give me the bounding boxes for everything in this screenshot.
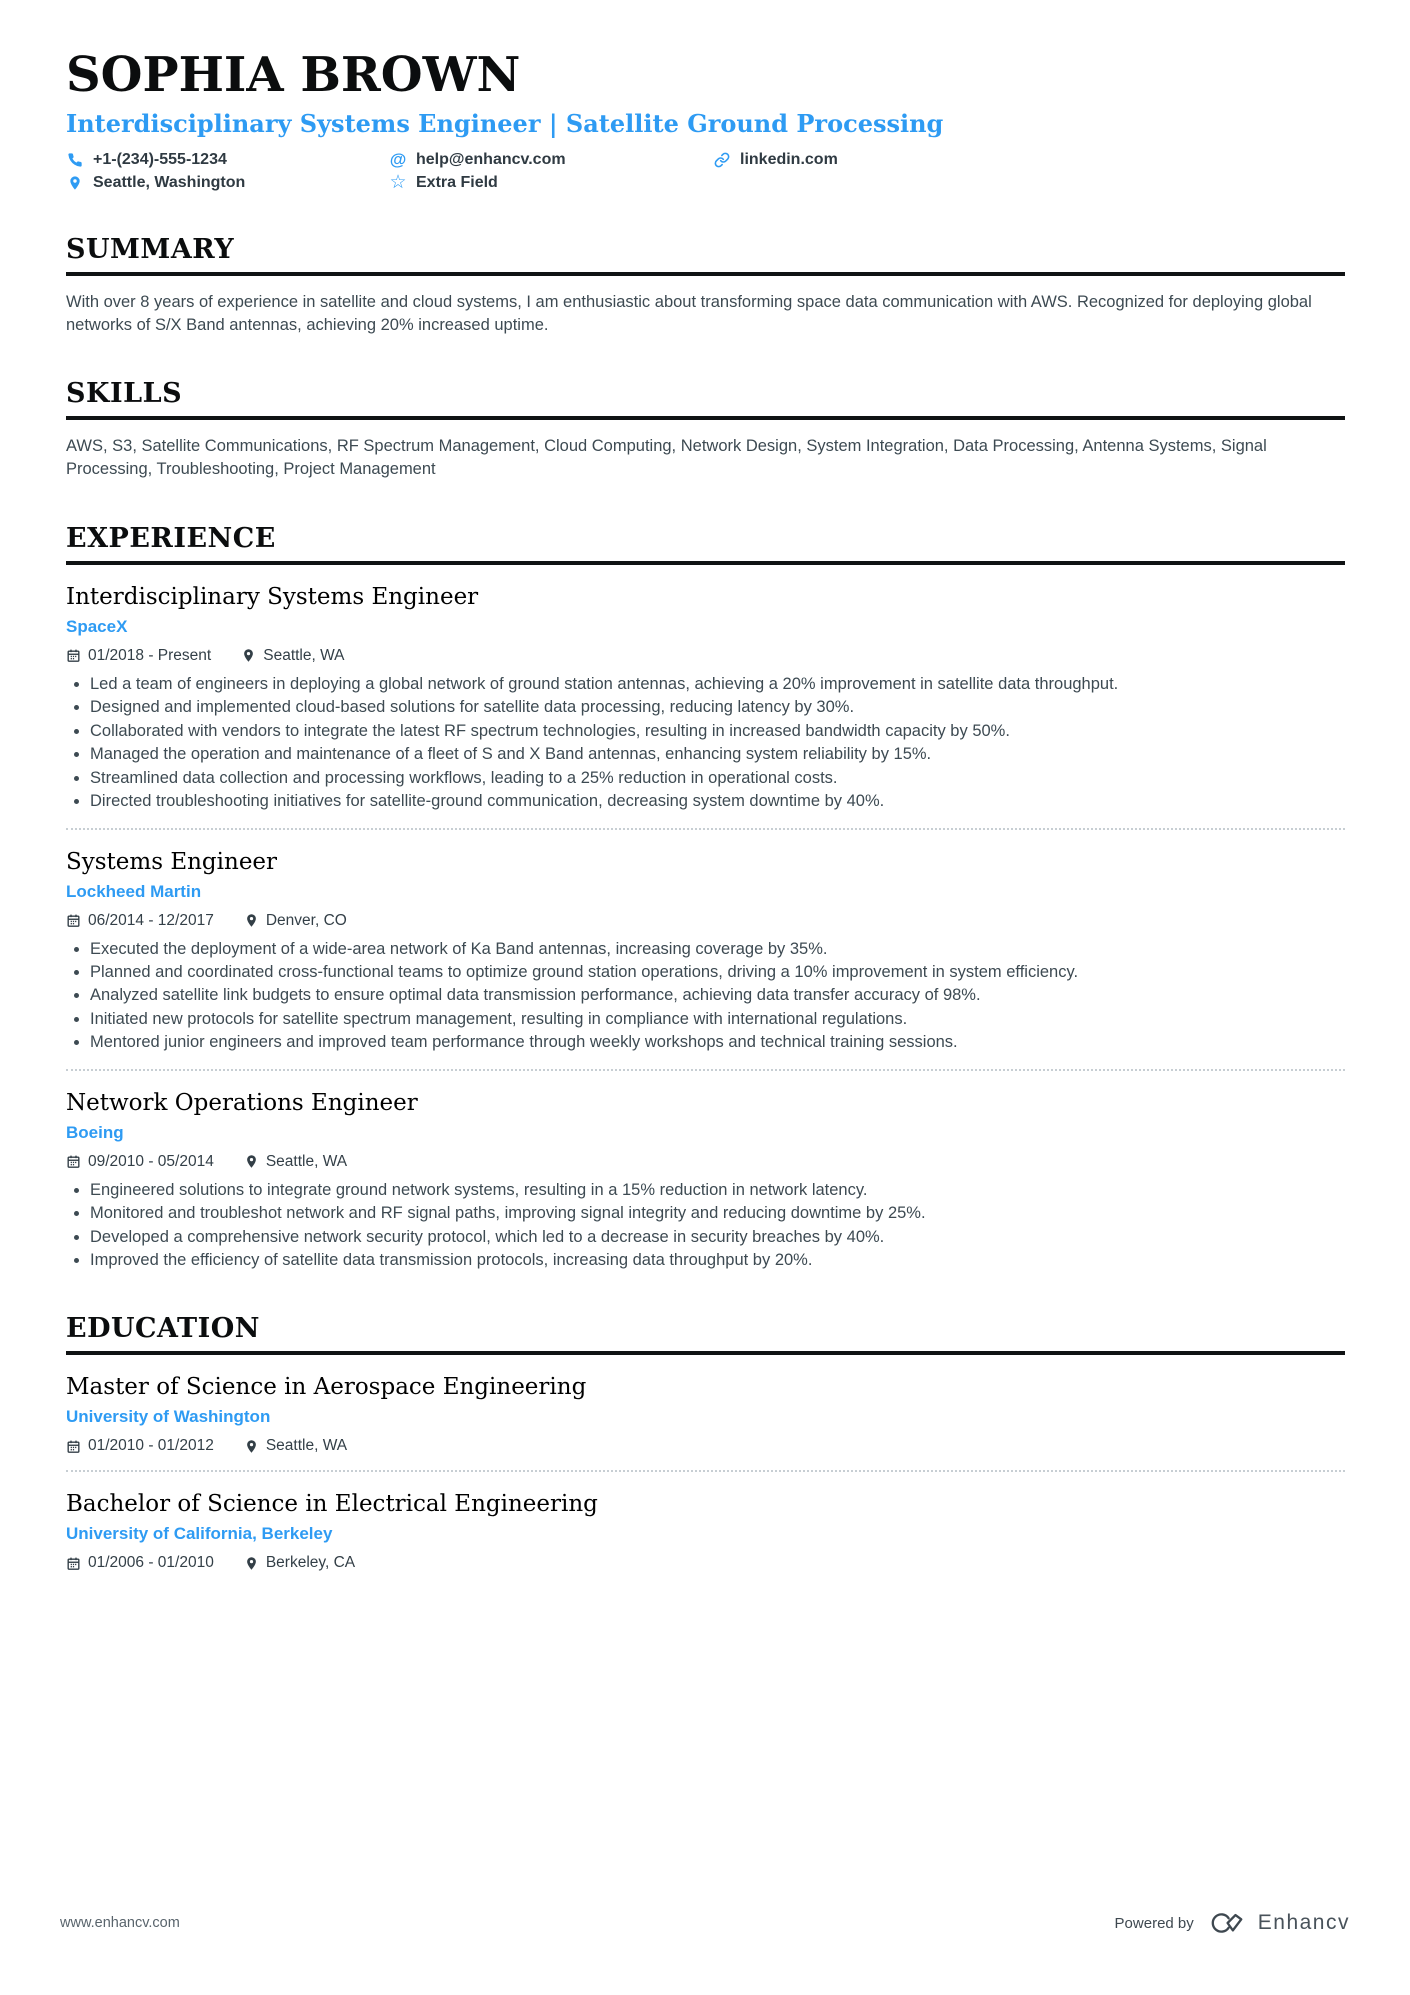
bullet-item: Monitored and troubleshot network and RF signal paths, improving signal integrity and reducing downtime by 25%. (66, 1203, 1345, 1224)
job-entry (66, 584, 1345, 813)
job-bullets (66, 1180, 1345, 1272)
job-meta (66, 647, 1345, 665)
location-pin-icon (244, 1439, 259, 1454)
job-entry-title: Systems Engineer (66, 848, 278, 875)
job-location (244, 1153, 347, 1171)
divider (66, 1470, 1345, 1472)
bullet-item: Streamlined data collection and processing workflows, leading to a 25% reduction in operational costs. (66, 768, 1345, 789)
headline-title: Interdisciplinary Systems Engineer | Satellite Ground Processing (66, 108, 944, 138)
skills-text: AWS, S3, Satellite Communications, RF Spectrum Management, Cloud Computing, Network Design, System Integration, Data Processing, Antenna Systems, Signal Processing, Troubleshooting, Project Management (66, 437, 1267, 479)
degree-location (244, 1554, 355, 1572)
job-location-text: Seattle, WA (263, 646, 345, 664)
degree-meta (66, 1437, 1345, 1455)
bullet-item: Directed troubleshooting initiatives for satellite-ground communication, decreasing system downtime by 40%. (66, 791, 1345, 812)
bullet-item: Executed the deployment of a wide-area network of Ka Band antennas, increasing coverage by 35%. (66, 939, 1345, 960)
person-name: SOPHIA BROWN (66, 47, 521, 103)
degree-title: Bachelor of Science in Electrical Engineering (66, 1491, 598, 1518)
skills-section (66, 378, 1345, 481)
calendar-icon (66, 913, 81, 928)
location-icon (66, 174, 84, 192)
bullet-item: Planned and coordinated cross-functional teams to optimize ground station operations, driving a 10% improvement in system efficiency. (66, 962, 1345, 983)
job-dates-text: 09/2010 - 05/2014 (88, 1152, 214, 1170)
bullet-item: Led a team of engineers in deploying a global network of ground station antennas, achieving a 20% improvement in satellite data throughput. (66, 674, 1345, 695)
degree-location (244, 1437, 347, 1455)
footer-website[interactable]: www.enhancv.com (60, 1915, 180, 1931)
job-dates-text: 06/2014 - 12/2017 (88, 911, 214, 929)
contact-phone-text: +1-(234)-555-1234 (93, 150, 227, 168)
contact-email-text: help@enhancv.com (416, 150, 566, 168)
bullet-item: Developed a comprehensive network security protocol, which led to a decrease in security breaches by 40%. (66, 1227, 1345, 1248)
page-footer (60, 1909, 1350, 1937)
company-name: Lockheed Martin (66, 881, 202, 901)
degree-location-text: Seattle, WA (265, 1437, 348, 1455)
contact-email[interactable] (389, 151, 713, 169)
degree-location-text: Berkeley, CA (265, 1554, 356, 1572)
star-icon: ☆ (389, 172, 407, 194)
job-dates (66, 1153, 214, 1171)
job-entry (66, 849, 1345, 1054)
job-location (241, 647, 344, 665)
bullet-item: Collaborated with vendors to integrate the latest RF spectrum technologies, resulting in increased bandwidth capacity by 50%. (66, 721, 1345, 742)
bullet-item: Designed and implemented cloud-based solutions for satellite data processing, reducing latency by 30%. (66, 697, 1345, 718)
degree-dates (66, 1437, 214, 1455)
job-bullets (66, 674, 1345, 813)
location-pin-icon (244, 1154, 259, 1169)
bullet-item: Analyzed satellite link budgets to ensure optimal data transmission performance, achieving data transfer accuracy of 98%. (66, 985, 1345, 1006)
calendar-icon (66, 1154, 81, 1169)
degree-dates (66, 1554, 214, 1572)
contact-extra-field-text: Extra Field (416, 173, 498, 191)
education-section (66, 1313, 1345, 1572)
contact-location-text: Seattle, Washington (93, 173, 246, 191)
contact-linkedin[interactable] (713, 151, 1345, 169)
job-dates-text: 01/2018 - Present (88, 646, 212, 664)
experience-section (66, 523, 1345, 1272)
degree-dates-text: 01/2010 - 01/2012 (88, 1437, 214, 1455)
summary-section (66, 234, 1345, 337)
degree-meta (66, 1554, 1345, 1572)
location-pin-icon (244, 913, 259, 928)
enhancv-logo-icon (1206, 1909, 1246, 1937)
school-name: University of Washington (66, 1407, 271, 1427)
company-name: SpaceX (66, 616, 128, 636)
degree-title: Master of Science in Aerospace Engineering (66, 1374, 587, 1401)
divider (66, 1069, 1345, 1071)
contact-extra-field (389, 174, 713, 192)
job-entry-title: Interdisciplinary Systems Engineer (66, 583, 479, 610)
at-icon: @ (389, 150, 407, 170)
contact-info (66, 151, 1345, 192)
contact-phone[interactable] (66, 151, 389, 169)
job-bullets (66, 939, 1345, 1054)
summary-heading: SUMMARY (66, 234, 1345, 276)
bullet-item: Managed the operation and maintenance of a fleet of S and X Band antennas, enhancing system reliability by 15%. (66, 744, 1345, 765)
job-dates (66, 647, 211, 665)
job-dates (66, 912, 214, 930)
experience-heading: EXPERIENCE (66, 523, 1345, 565)
job-meta (66, 1153, 1345, 1171)
powered-by (1115, 1909, 1350, 1937)
degree-entry (66, 1491, 1345, 1572)
calendar-icon (66, 1556, 81, 1571)
job-location-text: Seattle, WA (265, 1152, 348, 1170)
contact-location (66, 174, 389, 192)
education-heading: EDUCATION (66, 1313, 1345, 1355)
location-pin-icon (241, 648, 256, 663)
degree-dates-text: 01/2006 - 01/2010 (88, 1554, 214, 1572)
resume-header (66, 47, 1345, 194)
bullet-item: Improved the efficiency of satellite data transmission protocols, increasing data throughput by 20%. (66, 1250, 1345, 1271)
location-pin-icon (244, 1556, 259, 1571)
job-meta (66, 912, 1345, 930)
bullet-item: Mentored junior engineers and improved team performance through weekly workshops and technical training sessions. (66, 1032, 1345, 1053)
job-entry (66, 1090, 1345, 1272)
calendar-icon (66, 1439, 81, 1454)
school-name: University of California, Berkeley (66, 1524, 333, 1544)
job-entry-title: Network Operations Engineer (66, 1089, 418, 1116)
company-name: Boeing (66, 1122, 124, 1142)
divider (66, 828, 1345, 830)
calendar-icon (66, 648, 81, 663)
degree-entry (66, 1374, 1345, 1455)
skills-heading: SKILLS (66, 378, 1345, 420)
link-icon (713, 151, 731, 169)
bullet-item: Engineered solutions to integrate ground network systems, resulting in a 15% reduction in network latency. (66, 1180, 1345, 1201)
job-location-text: Denver, CO (265, 911, 347, 929)
powered-by-label: Powered by (1114, 1914, 1194, 1932)
bullet-item: Initiated new protocols for satellite spectrum management, resulting in compliance with international regulations. (66, 1009, 1345, 1030)
job-location (244, 912, 347, 930)
phone-icon (66, 151, 84, 169)
contact-linkedin-text: linkedin.com (740, 150, 838, 168)
enhancv-brand: Enhancv (1257, 1911, 1350, 1934)
summary-text: With over 8 years of experience in satellite and cloud systems, I am enthusiastic about transforming space data communication with AWS. Recognized for deploying global networks of S/X Band antennas, achieving 20% increased uptime. (66, 292, 1312, 334)
